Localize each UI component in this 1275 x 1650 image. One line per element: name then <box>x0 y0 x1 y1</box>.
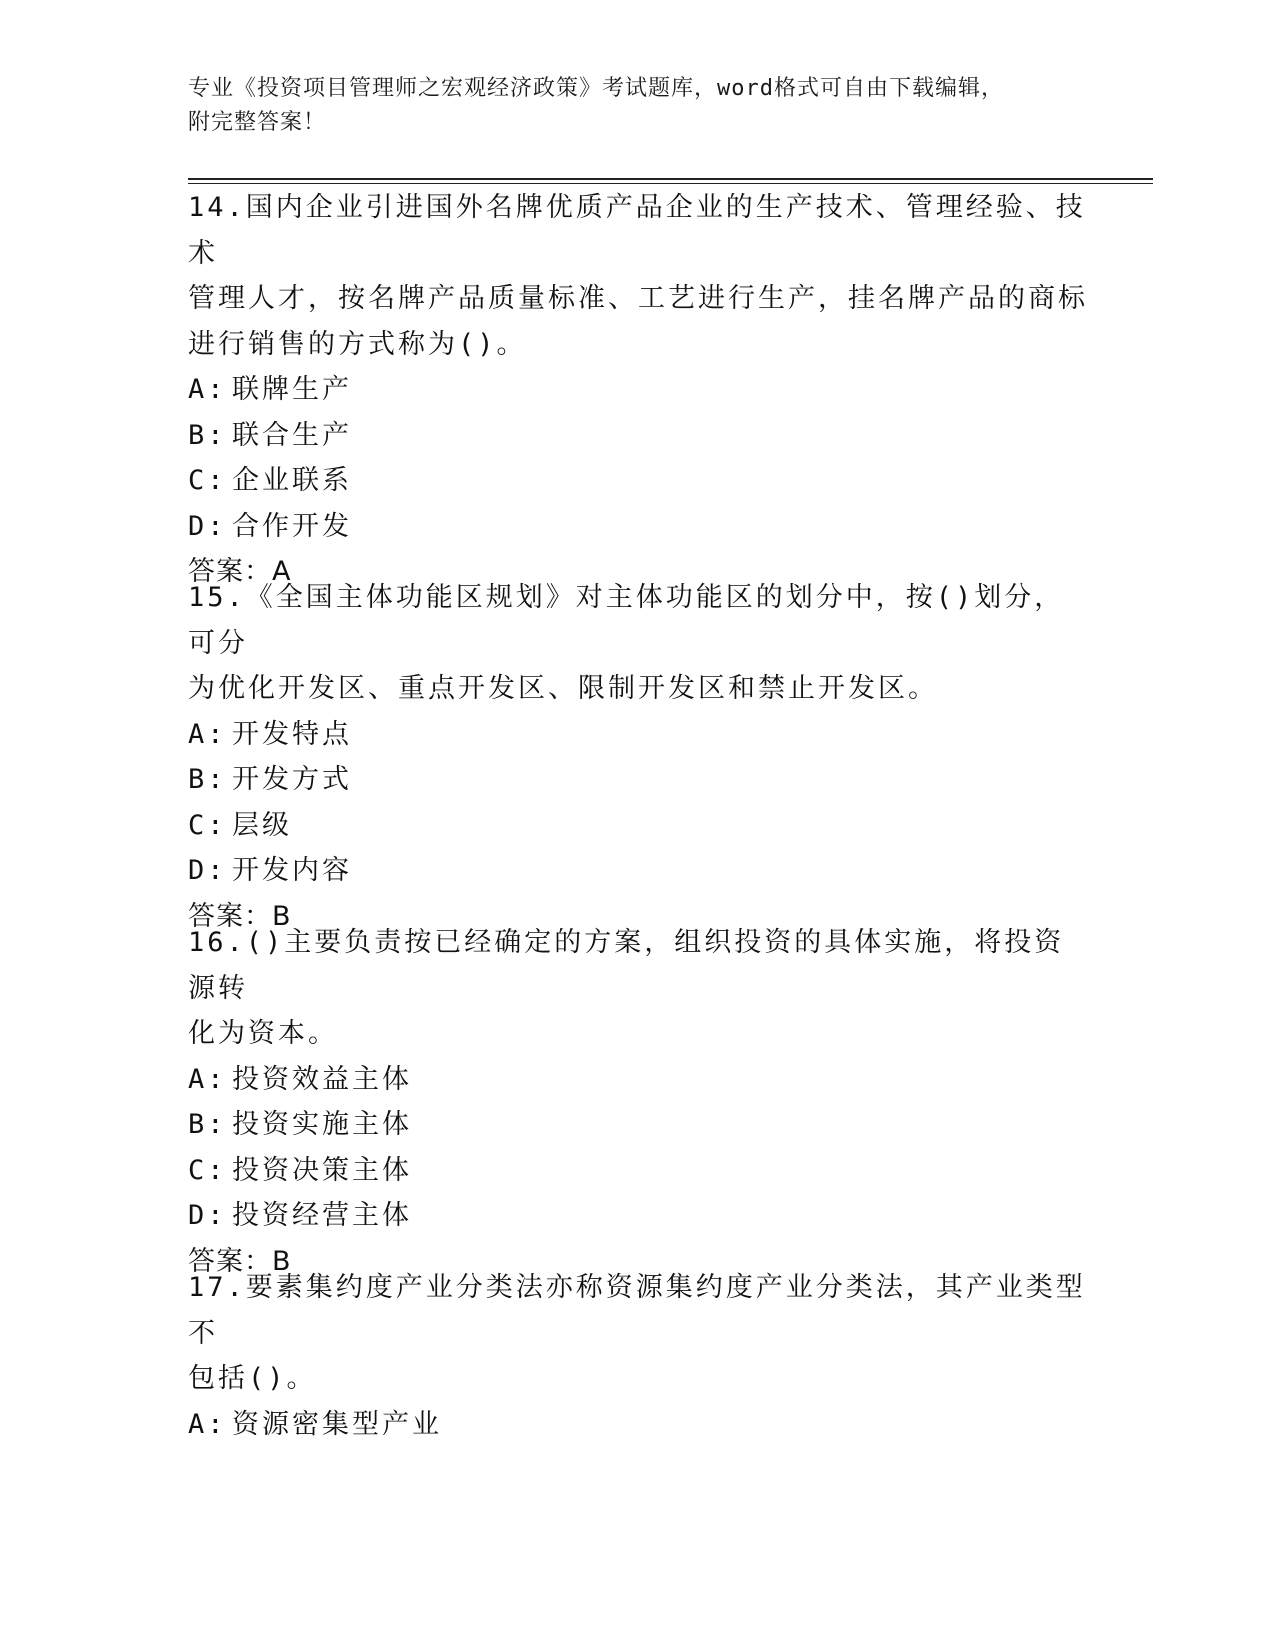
question-stem-line: 管理人才，按名牌产品质量标准、工艺进行生产，挂名牌产品的商标 <box>188 283 1088 314</box>
question-stem-line: 17.要素集约度产业分类法亦称资源集约度产业分类法，其产业类型不 <box>188 1272 1086 1349</box>
header-line-2: 附完整答案！ <box>188 110 327 135</box>
option-b <box>188 413 1088 459</box>
option-letter: B: <box>188 419 227 451</box>
option-text: 联牌生产 <box>232 374 352 405</box>
option-letter: C: <box>188 465 227 496</box>
answer-line: 答案：B <box>188 900 292 932</box>
option-text: 投资经营主体 <box>232 1200 412 1231</box>
option-d <box>188 848 1088 894</box>
option-letter: A: <box>188 718 227 750</box>
option-text: 开发方式 <box>232 764 352 795</box>
option-letter: A: <box>188 1063 227 1095</box>
option-c <box>188 458 1088 504</box>
header-divider-thick <box>188 178 1153 180</box>
option-text: 合作开发 <box>232 510 352 542</box>
question-stem-line: 14.国内企业引进国外名牌优质产品企业的生产技术、管理经验、技术 <box>188 192 1086 269</box>
question-stem-line: 为优化开发区、重点开发区、限制开发区和禁止开发区。 <box>188 673 938 704</box>
option-b <box>188 757 1088 803</box>
question-stem-line: 15.《全国主体功能区规划》对主体功能区的划分中，按()划分，可分 <box>188 582 1065 659</box>
option-b <box>188 1102 1088 1148</box>
option-letter: B: <box>188 1109 227 1140</box>
question-15 <box>188 575 1088 939</box>
option-c <box>188 1148 1088 1194</box>
option-letter: A: <box>188 1408 227 1440</box>
answer-line: 答案：B <box>188 1245 292 1277</box>
option-text: 投资效益主体 <box>232 1063 412 1095</box>
question-14 <box>188 185 1088 595</box>
option-text: 企业联系 <box>232 465 352 496</box>
option-text: 联合生产 <box>232 419 352 451</box>
option-a <box>188 367 1088 413</box>
option-text: 投资实施主体 <box>232 1109 412 1140</box>
option-text: 开发内容 <box>232 855 352 886</box>
answer-line: 答案：A <box>188 556 292 587</box>
option-letter: B: <box>188 764 227 795</box>
option-text: 资源密集型产业 <box>232 1408 442 1440</box>
option-d <box>188 1193 1088 1239</box>
option-letter: D: <box>188 510 227 542</box>
option-letter: D: <box>188 855 227 886</box>
question-17 <box>188 1265 1088 1447</box>
option-a <box>188 1057 1088 1103</box>
document-header <box>188 72 1068 140</box>
option-letter: C: <box>188 1154 227 1186</box>
question-stem-line: 进行销售的方式称为()。 <box>188 328 527 360</box>
header-divider-thin <box>188 183 1153 184</box>
option-d <box>188 504 1088 550</box>
option-letter: A: <box>188 374 227 405</box>
option-text: 投资决策主体 <box>232 1154 412 1186</box>
question-stem-line: 包括()。 <box>188 1363 317 1394</box>
question-16 <box>188 920 1088 1284</box>
question-stem-line: 化为资本。 <box>188 1018 338 1049</box>
option-letter: D: <box>188 1200 227 1231</box>
question-stem-line: 16.()主要负责按已经确定的方案，组织投资的具体实施，将投资源转 <box>188 927 1065 1004</box>
header-line-1: 专业《投资项目管理师之宏观经济政策》考试题库，word格式可自由下载编辑， <box>188 76 1004 101</box>
option-letter: C: <box>188 809 227 841</box>
option-c <box>188 803 1088 849</box>
option-text: 层级 <box>232 809 292 841</box>
option-a <box>188 1402 1088 1448</box>
option-text: 开发特点 <box>232 718 352 750</box>
option-a <box>188 712 1088 758</box>
